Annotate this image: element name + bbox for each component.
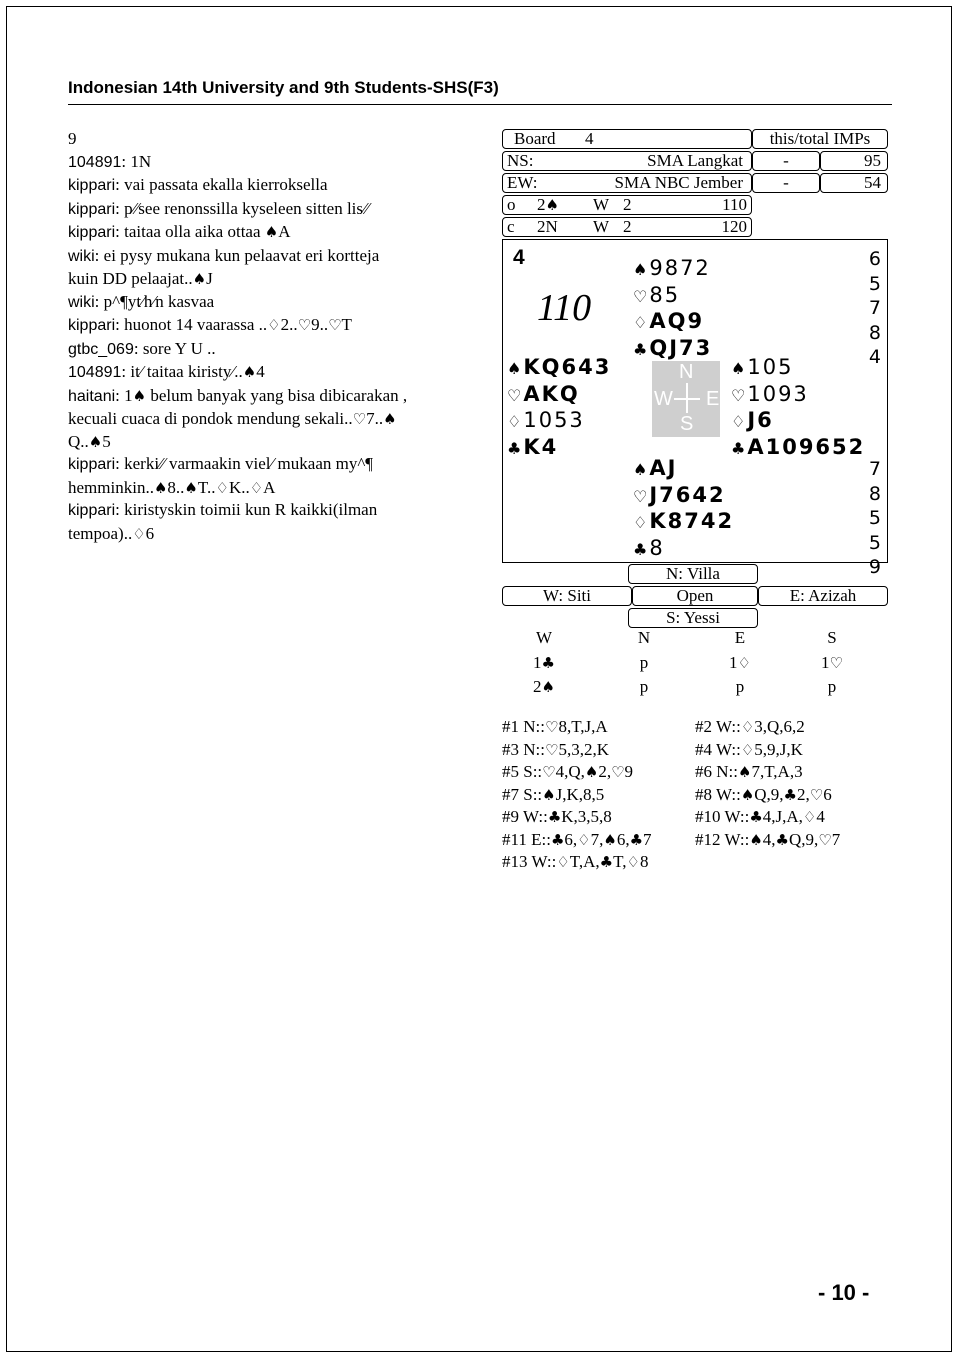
compass-west: W [654, 388, 673, 410]
compass-east: E [706, 388, 720, 410]
text-segment: belum banyak yang bisa dibicarakan , [146, 385, 408, 405]
chat-line [68, 338, 468, 362]
page-number: - 10 - [818, 1280, 870, 1305]
heart-icon: ♡ [328, 316, 342, 334]
chat-author: haitani [68, 387, 116, 405]
auction-bid [604, 653, 684, 673]
chat-line [68, 128, 468, 151]
room-box [632, 586, 758, 606]
text-segment: T,A, [569, 852, 600, 871]
north-diamonds [633, 309, 712, 336]
ew-total-imps: 54 [864, 173, 881, 192]
club-icon: ♣ [599, 853, 614, 871]
heart-icon: ♡ [544, 740, 559, 759]
closed-contract: 2N [537, 217, 558, 236]
text-segment: A [278, 222, 291, 241]
text-segment: #3 N:: [502, 739, 545, 759]
deal-board-number: 4 [513, 246, 525, 269]
spade-icon: ♠ [88, 432, 103, 451]
east-player: E: Azizah [789, 586, 857, 605]
card-holding: J7642 [649, 482, 726, 507]
west-hand [507, 355, 611, 461]
club-icon: ♣ [633, 539, 648, 559]
text-segment: p [639, 653, 649, 672]
auction-bid [792, 677, 872, 697]
east-hand [731, 355, 865, 461]
text-segment: 4 [256, 362, 265, 381]
north-player: N: Villa [666, 564, 720, 583]
text-segment: Q,9, [754, 784, 784, 804]
text-segment: : p⁄⁄see renonssilla kyseleen sitten lis⁄⁄ [115, 198, 369, 218]
chat-author: kippari [68, 456, 116, 473]
closed-tricks: 2 [623, 217, 632, 236]
heart-icon: ♡ [542, 763, 556, 781]
spade-icon: ♠ [633, 260, 648, 279]
trick-entry [502, 806, 612, 829]
room-label: Open [676, 586, 714, 605]
north-clubs [633, 336, 712, 363]
card-holding: AJ [649, 456, 678, 480]
compass-north: N [679, 361, 694, 383]
chat-author: wiki [68, 293, 95, 311]
trick-digit: 9 [868, 556, 881, 578]
club-icon: ♣ [547, 808, 562, 826]
text-segment: : taitaa olla aika ottaa [115, 222, 265, 241]
diamond-icon: ♢ [215, 478, 229, 497]
diamond-icon: ♢ [132, 524, 146, 543]
spade-icon: ♠ [740, 785, 755, 804]
ew-this-box [752, 173, 820, 193]
diamond-icon: ♢ [740, 718, 755, 736]
text-segment: kuin DD pelaajat.. [68, 269, 193, 288]
spade-icon: ♠ [737, 763, 752, 781]
diamond-icon: ♢ [556, 853, 570, 871]
text-segment: 5,3,2,K [558, 739, 609, 759]
text-segment: 6 [823, 784, 832, 804]
ew-this-imps: - [783, 173, 789, 192]
trick-digit: 5 [868, 531, 881, 554]
text-segment: T [341, 315, 352, 334]
text-segment: A [263, 477, 276, 497]
west-player: W: Siti [542, 586, 591, 605]
ns-total-box [820, 151, 888, 171]
spade-icon: ♠ [242, 363, 257, 381]
ew-total-box [820, 173, 888, 193]
diamond-icon: ♢ [626, 853, 640, 871]
text-segment: : sore Y U .. [133, 338, 216, 358]
closed-room-result [502, 217, 752, 237]
chat-author: kippari [68, 317, 116, 334]
chat-line [68, 268, 468, 291]
open-room-result [502, 195, 752, 215]
open-contract: 2♠ [537, 195, 559, 214]
club-icon: ♣ [629, 830, 644, 849]
text-segment: : huonot 14 vaarassa .. [115, 315, 268, 334]
text-segment: T.. [197, 477, 216, 497]
chat-line [68, 361, 468, 385]
chat-line [68, 245, 468, 269]
north-spades [633, 256, 712, 283]
diamond-icon: ♢ [737, 654, 751, 672]
ns-this-box [752, 151, 820, 171]
trick-entry [695, 761, 803, 784]
chat-author: kippari [68, 177, 116, 194]
text-segment: 2 [533, 677, 542, 696]
text-segment: J [206, 269, 213, 288]
text-segment: : vai passata ekalla kierroksella [115, 175, 328, 194]
ns-trick-column [869, 247, 881, 370]
west-player-box [502, 586, 632, 606]
ew-team-box [502, 173, 752, 193]
imps-label-box [752, 129, 888, 149]
trick-digit: 7 [868, 458, 881, 480]
club-icon: ♣ [507, 438, 522, 458]
ew-trick-column [869, 457, 881, 580]
text-segment: : kerki⁄⁄ varmaakin viel⁄ mukaan my^¶ [115, 454, 374, 473]
text-segment: K.. [228, 477, 250, 497]
text-segment: hemminkin.. [68, 477, 154, 497]
south-hearts [633, 483, 734, 510]
trick-digit: 8 [868, 321, 881, 344]
east-player-box [758, 586, 888, 606]
spade-icon: ♠ [153, 478, 168, 497]
text-segment: p [639, 677, 649, 696]
heart-icon: ♡ [633, 486, 648, 506]
text-segment: 6 [145, 523, 155, 543]
text-segment: 6, [564, 829, 578, 849]
trick-digit: 5 [868, 272, 881, 295]
chat-line [68, 408, 468, 431]
text-segment: 1 [533, 653, 542, 672]
trick-digit: 5 [868, 507, 881, 529]
card-holding: AQ9 [649, 309, 705, 333]
trick-entry [502, 784, 604, 807]
text-segment: 9.. [311, 315, 329, 334]
ew-label: EW: [507, 173, 538, 192]
north-hand [633, 256, 712, 362]
auction-bid [792, 653, 872, 673]
diamond-icon: ♢ [633, 513, 648, 532]
spade-icon: ♠ [132, 386, 147, 405]
diamond-icon: ♢ [249, 478, 264, 497]
open-prefix: o [507, 195, 516, 214]
card-holding: K4 [523, 434, 559, 459]
open-tricks: 2 [623, 195, 632, 214]
spade-icon: ♠ [264, 223, 279, 241]
auction-header: S [827, 628, 837, 647]
club-icon: ♣ [541, 654, 555, 672]
board-number-box [502, 129, 752, 149]
text-segment: 4,Q, [555, 762, 585, 781]
text-segment: #8 W:: [695, 784, 741, 804]
chat-line [68, 291, 468, 315]
trick-entry [695, 829, 840, 852]
club-icon: ♣ [749, 808, 763, 826]
card-holding: 8 [649, 535, 665, 560]
spade-icon: ♠ [184, 478, 198, 497]
text-segment: #11 E:: [502, 829, 551, 849]
trick-entry [502, 739, 609, 762]
text-segment: 6, [616, 829, 630, 849]
heart-icon: ♡ [352, 410, 367, 428]
text-segment: #1 N:: [502, 717, 545, 736]
auction-header: W [535, 628, 553, 647]
ns-team: SMA Langkat [647, 151, 743, 170]
chat-line [68, 151, 468, 175]
ns-label: NS: [507, 151, 534, 170]
trick-entry [502, 851, 648, 874]
text-segment: #5 S:: [502, 762, 543, 781]
ns-team-box [502, 151, 752, 171]
heart-icon: ♡ [544, 718, 559, 736]
text-segment: : 1 [115, 385, 133, 405]
auction-bid [504, 653, 584, 673]
spade-icon: ♠ [542, 785, 556, 804]
heart-icon: ♡ [633, 286, 648, 306]
open-score: 110 [722, 195, 747, 214]
spade-icon: ♠ [603, 830, 617, 849]
chat-line [68, 431, 468, 454]
south-player: S: Yessi [666, 608, 720, 627]
header-rule [68, 104, 892, 105]
spade-icon: ♠ [383, 410, 397, 428]
heart-icon: ♡ [829, 654, 843, 672]
chat-author: 104891 [68, 364, 122, 381]
chat-line [68, 477, 468, 500]
east-hearts [731, 382, 865, 409]
ns-total-imps: 95 [864, 151, 881, 170]
text-segment: T, [613, 852, 627, 871]
text-segment: #10 W:: [695, 807, 750, 826]
text-segment: : kiristyskin toimii kun R kaikki(ilman [115, 500, 378, 519]
east-spades [731, 355, 865, 382]
text-segment: : p^¶yt⁄h⁄n kasvaa [94, 291, 215, 311]
text-segment: 8.. [167, 477, 185, 497]
text-segment: kecuali cuaca di pondok mendung sekali.. [68, 409, 353, 428]
text-segment: J,K,8,5 [555, 784, 605, 804]
east-clubs [731, 435, 865, 462]
chat-line [68, 499, 468, 523]
chat-line [68, 314, 468, 338]
heart-icon: ♡ [297, 316, 312, 334]
trick-digit: 7 [868, 297, 881, 319]
card-holding: 9872 [649, 256, 711, 280]
chat-author: kippari [68, 224, 116, 241]
trick-entry [695, 716, 805, 739]
text-segment: Q,9, [788, 829, 819, 849]
text-segment: : it⁄ taitaa kiristy⁄.. [121, 362, 243, 381]
club-icon: ♣ [731, 438, 746, 458]
trick-entry [695, 739, 803, 762]
trick-entry [502, 829, 652, 852]
compass [652, 361, 720, 437]
auction-bid [700, 677, 780, 697]
auction-bid [604, 677, 684, 697]
east-diamonds [731, 408, 865, 435]
south-hand [633, 456, 734, 562]
spade-icon: ♠ [192, 270, 207, 288]
west-diamonds [507, 408, 611, 435]
spade-icon: ♠ [507, 359, 522, 378]
card-holding: 85 [649, 282, 681, 307]
heart-icon: ♡ [507, 385, 522, 405]
auction-bid [504, 677, 584, 697]
chat-author: kippari [68, 200, 116, 218]
spade-icon: ♠ [633, 460, 648, 479]
diamond-icon: ♢ [577, 830, 591, 849]
text-segment: 8 [639, 852, 649, 871]
card-holding: 105 [747, 355, 794, 379]
text-segment: 4,J,A, [762, 807, 803, 826]
spade-icon: ♠ [541, 678, 555, 696]
ns-this-imps: - [783, 151, 789, 170]
chat-author: 104891 [68, 153, 122, 171]
board-label: Board [514, 129, 556, 148]
text-segment: 2, [797, 784, 810, 804]
club-icon: ♣ [775, 830, 789, 849]
board-number: 4 [585, 129, 594, 148]
card-holding: K8742 [649, 509, 735, 533]
chat-author: wiki [68, 247, 95, 265]
text-segment: tempoa).. [68, 523, 133, 543]
text-segment: #6 N:: [695, 762, 738, 781]
chat-line [68, 221, 468, 245]
text-segment: 7, [590, 829, 604, 849]
text-segment: 7 [831, 829, 841, 849]
text-segment: 7,T,A,3 [751, 762, 803, 781]
closed-score: 120 [721, 217, 747, 236]
closed-declarer: W [593, 217, 610, 236]
text-segment: 7 [643, 829, 652, 849]
card-holding: QJ73 [649, 335, 713, 360]
text-segment: #13 W:: [502, 852, 557, 871]
card-holding: 1093 [747, 381, 809, 406]
text-segment: 2.. [280, 315, 298, 334]
auction-bid [700, 653, 780, 673]
text-segment: : ei pysy mukana kun pelaavat eri kortteja [94, 245, 380, 265]
imps-label: this/total IMPs [769, 129, 871, 148]
diamond-icon: ♢ [802, 808, 817, 826]
south-player-box [628, 608, 758, 628]
spade-icon: ♠ [545, 196, 559, 214]
open-declarer: W [593, 195, 610, 214]
chat-author: gtbc_069 [68, 340, 134, 358]
trick-digit: 4 [868, 346, 881, 368]
text-segment: 4 [816, 807, 825, 826]
west-clubs [507, 435, 611, 462]
text-segment: 3,Q,6,2 [754, 717, 805, 736]
card-holding: KQ643 [523, 355, 612, 379]
text-segment: 7.. [366, 409, 384, 428]
closed-prefix: c [507, 217, 515, 236]
spade-icon: ♠ [584, 763, 599, 781]
diamond-icon: ♢ [633, 313, 648, 332]
compass-south: S [680, 413, 694, 435]
text-segment: 5 [102, 431, 111, 451]
text-segment: 9 [68, 129, 77, 148]
trick-entry [502, 716, 608, 739]
chat-line [68, 198, 468, 222]
text-segment: p [827, 677, 837, 696]
chat-author: kippari [68, 502, 116, 519]
card-holding: AKQ [523, 381, 580, 406]
text-segment: #12 W:: [695, 829, 750, 849]
heart-icon: ♡ [611, 763, 625, 781]
spade-icon: ♠ [731, 359, 746, 378]
ew-team: SMA NBC Jember [614, 173, 743, 192]
text-segment: 2, [598, 762, 612, 781]
card-holding: A109652 [747, 434, 866, 459]
club-icon: ♣ [633, 339, 648, 359]
spade-icon: ♠ [749, 830, 763, 849]
text-segment: K,3,5,8 [561, 807, 612, 826]
trick-entry [695, 806, 825, 829]
trick-entry [695, 784, 832, 807]
text-segment: 9 [624, 762, 634, 781]
text-segment: 4, [762, 829, 776, 849]
diamond-icon: ♢ [267, 316, 281, 334]
club-icon: ♣ [783, 785, 797, 804]
diamond-icon: ♢ [507, 412, 522, 431]
diamond-icon: ♢ [740, 740, 755, 759]
text-segment: 1 [729, 653, 738, 672]
text-segment: 1 [821, 653, 830, 672]
trick-entry [502, 761, 633, 784]
heart-icon: ♡ [809, 785, 824, 804]
club-icon: ♣ [550, 830, 565, 849]
trick-digit: 8 [868, 482, 881, 505]
text-segment: 8,T,J,A [558, 717, 608, 736]
card-holding: 1053 [523, 408, 585, 432]
text-segment: Q.. [68, 431, 89, 451]
heart-icon: ♡ [818, 830, 832, 849]
heart-icon: ♡ [731, 385, 746, 405]
north-player-box [628, 564, 758, 584]
text-segment: #7 S:: [502, 784, 543, 804]
north-hearts [633, 283, 712, 310]
compass-cross-v [686, 383, 688, 413]
chat-line [68, 523, 468, 546]
text-segment: #2 W:: [695, 717, 741, 736]
south-diamonds [633, 509, 734, 536]
diamond-icon: ♢ [731, 412, 746, 431]
chat-line [68, 385, 468, 409]
chat-log [68, 128, 468, 545]
text-segment: 5,9,J,K [754, 739, 803, 759]
auction-header: N [637, 628, 651, 647]
trick-digit: 6 [868, 248, 881, 270]
card-holding: J6 [747, 408, 774, 432]
west-hearts [507, 382, 611, 409]
text-segment: : 1N [121, 151, 152, 171]
chat-line [68, 453, 468, 477]
west-spades [507, 355, 611, 382]
text-segment: p [735, 677, 745, 696]
auction-header: E [734, 628, 746, 647]
text-segment: #9 W:: [502, 807, 548, 826]
chat-line [68, 174, 468, 198]
south-spades [633, 456, 734, 483]
south-clubs [633, 536, 734, 563]
page-title: Indonesian 14th University and 9th Students-SHS(F3) [68, 78, 499, 97]
text-segment: #4 W:: [695, 739, 741, 759]
deal-score: 110 [537, 287, 592, 329]
